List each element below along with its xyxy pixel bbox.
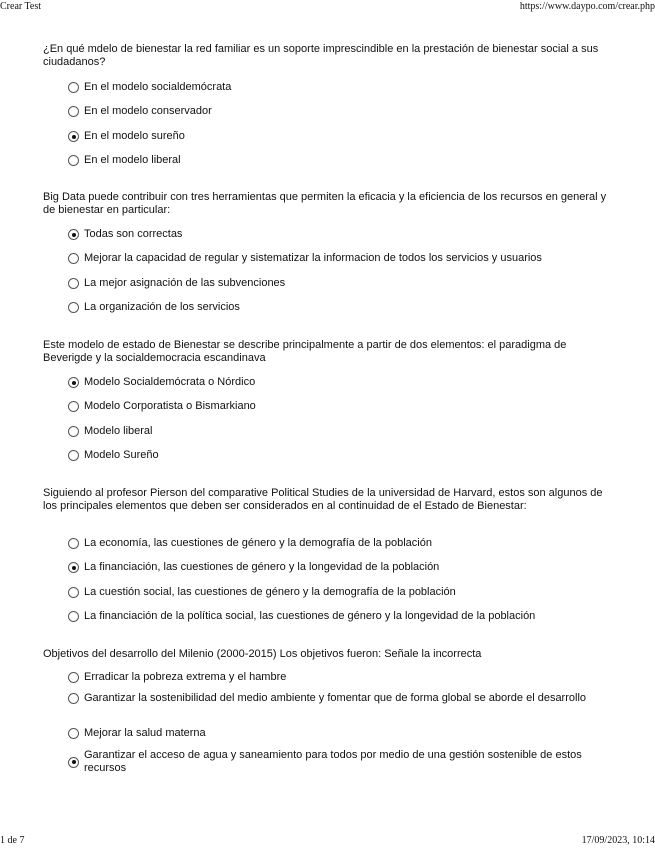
answer-label: Mejorar la capacidad de regular y sistematizar la informacion de todos los servicios y usuarios [84, 252, 542, 264]
question-5 [43, 648, 613, 774]
answer-label: En el modelo liberal [84, 154, 181, 166]
answer-label: En el modelo sureño [84, 130, 185, 142]
answer-option[interactable] [68, 449, 608, 462]
answer-label: La organización de los servicios [84, 301, 240, 313]
question-text: Objetivos del desarrollo del Milenio (2000-2015) Los objetivos fueron: Señale la incorrecta [43, 648, 482, 660]
answer-label: Modelo Socialdemócrata o Nórdico [84, 376, 256, 388]
print-timestamp: 17/09/2023, 10:14 [581, 835, 655, 846]
radio-button[interactable] [68, 253, 79, 264]
answer-label: Garantizar la sostenibilidad del medio ambiente y fomentar que de forma global se aborde el desarrollo [84, 692, 587, 704]
radio-button[interactable] [68, 401, 79, 412]
question-4 [43, 487, 613, 622]
radio-button[interactable] [68, 302, 79, 313]
answer-option[interactable] [68, 154, 608, 167]
radio-button[interactable] [68, 672, 79, 683]
radio-button[interactable] [68, 562, 79, 573]
answer-option[interactable] [68, 105, 608, 118]
answer-option[interactable] [68, 252, 608, 265]
radio-button[interactable] [68, 728, 79, 739]
radio-button[interactable] [68, 106, 79, 117]
header-url: https://www.daypo.com/crear.php [519, 1, 655, 12]
answer-option[interactable] [68, 301, 608, 314]
answer-option[interactable] [68, 228, 608, 241]
radio-button[interactable] [68, 587, 79, 598]
radio-button[interactable] [68, 82, 79, 93]
answer-label: En el modelo socialdemócrata [84, 81, 232, 93]
question-text: Big Data puede contribuir con tres herramientas que permiten la eficacia y la eficiencia de los recursos en general y de bienestar en particular: [43, 191, 607, 216]
answer-label: En el modelo conservador [84, 105, 212, 117]
radio-button[interactable] [68, 155, 79, 166]
question-text: Siguiendo al profesor Pierson del comparative Political Studies de la universidad de Harvard, estos son algunos de los principales elementos que deben ser considerados en al continuidad de el Estado de Bienestar: [43, 487, 603, 512]
answer-option[interactable] [68, 537, 608, 550]
answer-label: La financiación, las cuestiones de género y la longevidad de la población [84, 561, 440, 573]
answer-option[interactable] [68, 376, 608, 389]
answer-label: Mejorar la salud materna [84, 727, 206, 739]
answer-option[interactable] [68, 81, 608, 94]
answer-option[interactable] [68, 561, 608, 574]
answer-option[interactable] [68, 692, 608, 705]
answer-label: Modelo Corporatista o Bismarkiano [84, 400, 256, 412]
answer-label: Todas son correctas [84, 228, 183, 240]
answer-label: Garantizar el acceso de agua y saneamiento para todos por medio de una gestión sostenible de estos recursos [84, 749, 582, 774]
page-counter: 1 de 7 [0, 835, 25, 846]
answer-label: Modelo Sureño [84, 449, 159, 461]
answer-option[interactable] [68, 425, 608, 438]
answer-option[interactable] [68, 749, 608, 775]
answer-option[interactable] [68, 586, 608, 599]
answer-option[interactable] [68, 130, 608, 143]
answer-label: La economía, las cuestiones de género y la demografía de la población [84, 537, 432, 549]
answer-label: La financiación de la política social, las cuestiones de género y la longevidad de la población [84, 610, 536, 622]
answer-option[interactable] [68, 671, 608, 684]
radio-button[interactable] [68, 693, 79, 704]
question-text: ¿En qué mdelo de bienestar la red familiar es un soporte imprescindible en la prestación de bienestar social a sus ciudadanos? [43, 43, 599, 68]
radio-button[interactable] [68, 278, 79, 289]
answer-label: Erradicar la pobreza extrema y el hambre [84, 671, 287, 683]
radio-button[interactable] [68, 450, 79, 461]
answer-option[interactable] [68, 727, 608, 740]
print-header [0, 0, 655, 14]
radio-button[interactable] [68, 229, 79, 240]
radio-button[interactable] [68, 426, 79, 437]
radio-button[interactable] [68, 611, 79, 622]
question-text: Este modelo de estado de Bienestar se describe principalmente a partir de dos elementos: el paradigma de Beverigde y la socialdemocracia escandinava [43, 339, 567, 364]
radio-button[interactable] [68, 131, 79, 142]
answer-option[interactable] [68, 400, 608, 413]
print-footer [0, 834, 655, 848]
answer-option[interactable] [68, 277, 608, 290]
answer-label: La mejor asignación de las subvenciones [84, 277, 286, 289]
answer-label: Modelo liberal [84, 425, 153, 437]
question-3 [43, 339, 613, 461]
question-2 [43, 191, 613, 313]
radio-button[interactable] [68, 538, 79, 549]
question-1 [43, 43, 613, 166]
header-title: Crear Test [0, 1, 42, 12]
radio-button[interactable] [68, 377, 79, 388]
radio-button[interactable] [68, 757, 79, 768]
answer-option[interactable] [68, 610, 608, 623]
answer-label: La cuestión social, las cuestiones de género y la demografía de la población [84, 586, 456, 598]
